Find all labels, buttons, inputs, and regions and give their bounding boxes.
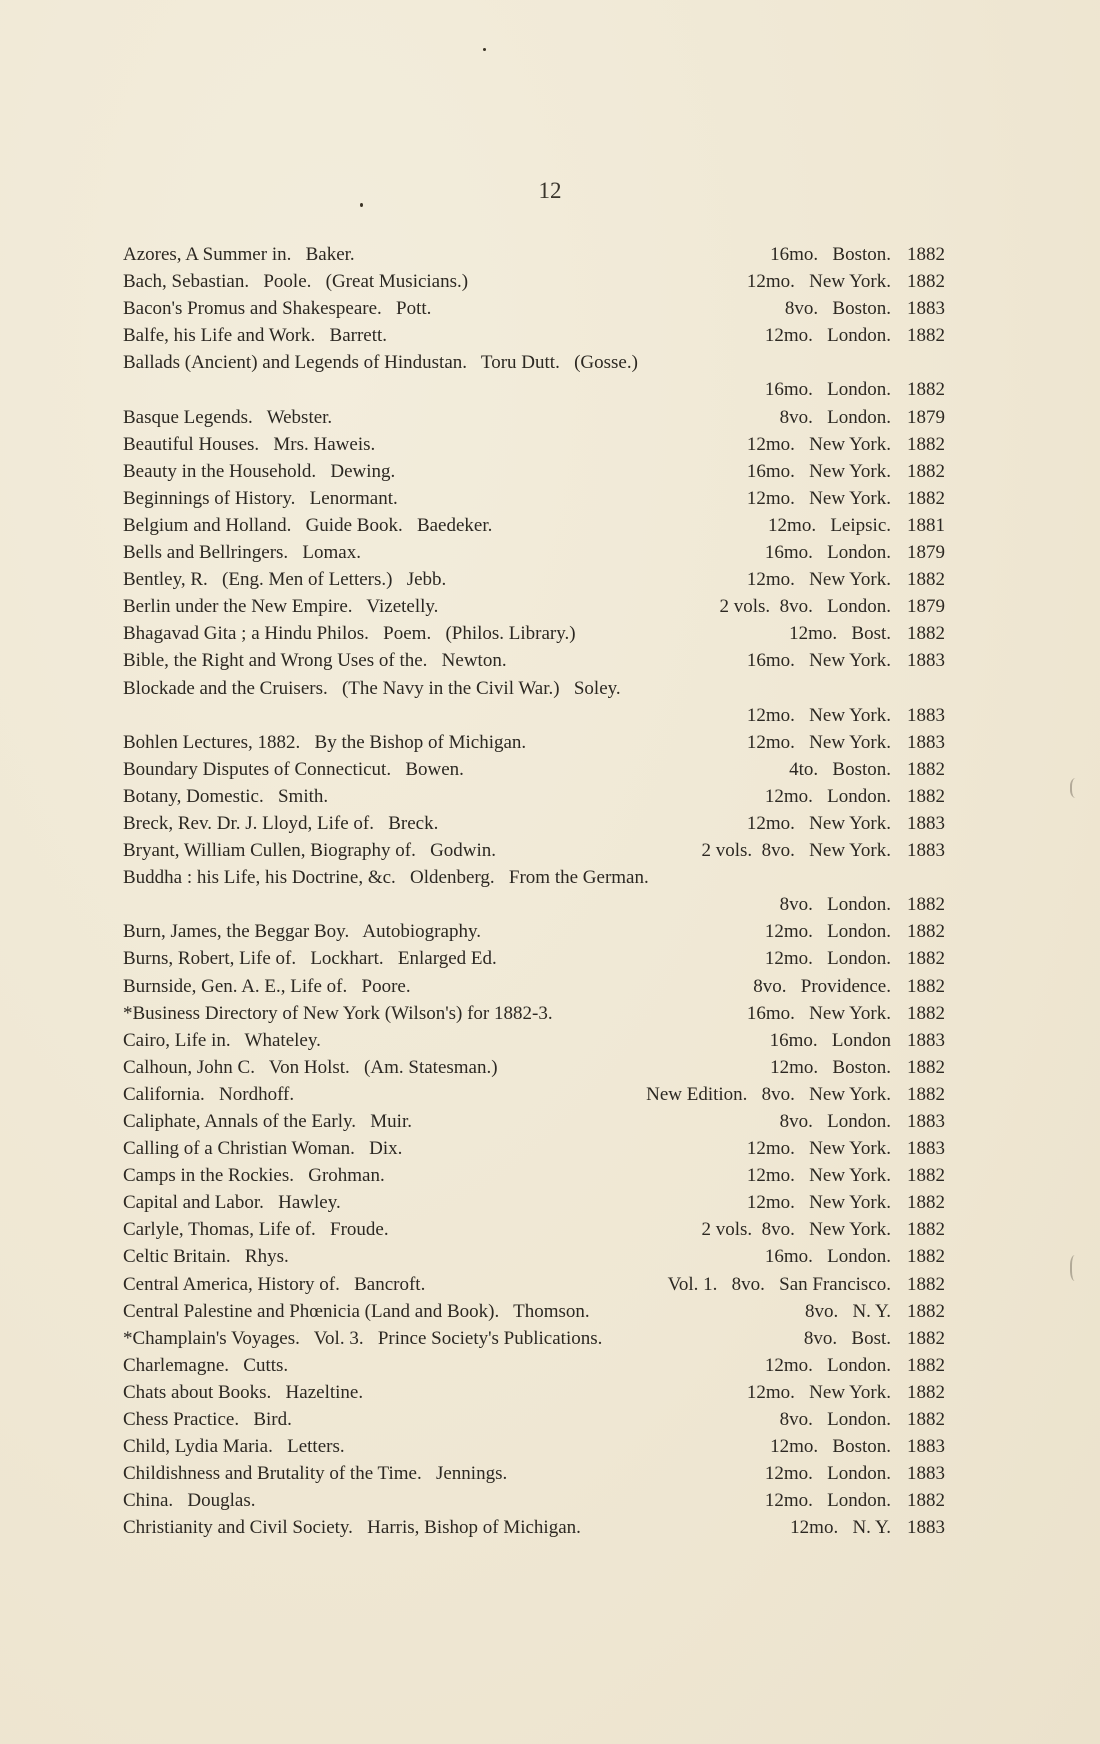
entry-title-author: Charlemagne. Cutts. [123,1354,289,1376]
book-entry [123,945,945,972]
entry-format-place: 12mo. London. [764,1463,891,1485]
entry-year: 1883 [907,1436,945,1458]
book-entry [123,620,945,647]
entry-title-author: China. Douglas. [123,1490,256,1512]
book-entry [123,241,945,268]
entry-format-place: 16mo. New York. [746,650,891,672]
entry-year: 1881 [907,514,945,536]
entry-title-author: Breck, Rev. Dr. J. Lloyd, Life of. Breck. [123,812,439,834]
entry-title-author: Bryant, William Cullen, Biography of. Godwin. [123,840,497,862]
entry-title-author: Carlyle, Thomas, Life of. Froude. [123,1219,389,1241]
book-entry [123,1135,945,1162]
entry-format-place: New Edition. 8vo. New York. [646,1083,891,1105]
paper-tear-mark [1070,778,1084,798]
page-number: 12 [538,178,562,203]
entry-format-place: 12mo. London. [764,785,891,807]
paper-speck [360,203,363,207]
entry-title-author: Buddha : his Life, his Doctrine, &c. Oldenberg. From the German. [123,867,649,889]
entry-title-author: Chats about Books. Hazeltine. [123,1381,364,1403]
entry-year: 1882 [907,975,945,997]
book-entry [123,1514,945,1541]
book-entry [123,756,945,783]
entry-format-place: 12mo. New York. [746,812,891,834]
book-entry [123,783,945,810]
entry-format-place: 12mo. New York. [746,1381,891,1403]
entry-title-author: Belgium and Holland. Guide Book. Baedeker. [123,514,493,536]
entry-year: 1882 [907,271,945,293]
entry-year: 1879 [907,596,945,618]
entry-format-place: 12mo. New York. [746,731,891,753]
entry-year: 1883 [907,704,945,726]
entry-format-place: 12mo. London. [764,948,891,970]
entry-year: 1882 [907,569,945,591]
entry-format-place: 16mo. London [769,1029,891,1051]
book-entry [123,891,945,918]
book-entry [123,1298,945,1325]
entry-format-place: 12mo. New York. [746,1138,891,1160]
entry-format-place: 12mo. London. [764,921,891,943]
entry-year: 1883 [907,1463,945,1485]
book-entry [123,837,945,864]
entry-year: 1883 [907,298,945,320]
entry-title-author: Celtic Britain. Rhys. [123,1246,289,1268]
book-entry [123,729,945,756]
entry-title-author: Calling of a Christian Woman. Dix. [123,1138,403,1160]
entry-format-place: 12mo. New York. [746,1165,891,1187]
entry-format-place: 8vo. London. [779,1111,891,1132]
entry-year: 1882 [907,921,945,943]
entry-title-author: *Champlain's Voyages. Vol. 3. Prince Society's Publications. [123,1327,603,1349]
entry-year [891,864,945,891]
entry-year: 1882 [907,1490,945,1512]
entry-title-author: Central Palestine and Phœnicia (Land and Book). Thomson. [123,1300,590,1322]
entry-format-place: 12mo. N. Y. [790,1517,891,1539]
entry-year: 1883 [907,1029,945,1051]
book-entry [123,1189,945,1216]
entry-year: 1882 [907,623,945,645]
entry-format-place: 12mo. Boston. [770,1436,891,1458]
entry-title-author: Bohlen Lectures, 1882. By the Bishop of Michigan. [123,731,527,753]
book-entry [123,1460,945,1487]
entry-year: 1882 [907,758,945,780]
book-entry [123,1433,945,1460]
entry-year: 1882 [907,1409,945,1431]
entry-year: 1882 [907,1354,945,1376]
entry-format-place: 12mo. London. [764,1354,891,1376]
book-entry [123,1352,945,1379]
book-entry [123,675,945,702]
entry-year: 1883 [907,1111,945,1132]
entry-year: 1882 [907,325,945,347]
book-entry [123,1108,945,1135]
book-entry [123,864,945,891]
entry-year: 1882 [907,1002,945,1024]
entry-title-author: Bach, Sebastian. Poole. (Great Musicians.) [123,271,469,293]
entry-title-author: Central America, History of. Bancroft. [123,1273,426,1295]
entry-title-author: Blockade and the Cruisers. (The Navy in the Civil War.) Soley. [123,677,621,699]
book-entry [123,376,945,403]
book-listing [123,241,945,1542]
entry-format-place: 8vo. N. Y. [804,1300,891,1322]
book-entry [123,702,945,729]
entry-title-author: Chess Practice. Bird. [123,1409,292,1431]
book-entry [123,512,945,539]
entry-year: 1879 [907,406,945,428]
entry-title-author: Azores, A Summer in. Baker. [123,244,355,265]
entry-format-place: 12mo. Boston. [770,1056,891,1078]
entry-format-place: 12mo. New York. [746,704,891,726]
paper-speck [483,48,486,51]
entry-year: 1883 [907,1517,945,1539]
entry-format-place: 2 vols. 8vo. New York. [701,840,891,862]
book-entry [123,485,945,512]
entry-year: 1883 [907,650,945,672]
paper-tear-mark [1070,1255,1082,1281]
entry-format-place: 12mo. London. [764,1490,891,1512]
entry-format-place: 8vo. London. [779,1409,891,1431]
book-entry [123,973,945,1000]
entry-title-author: Bible, the Right and Wrong Uses of the. Newton. [123,650,507,672]
book-entry [123,1216,945,1243]
book-entry [123,295,945,322]
entry-format-place: 12mo. London. [764,325,891,347]
entry-title-author: Burns, Robert, Life of. Lockhart. Enlarged Ed. [123,948,497,970]
book-entry [123,404,945,431]
entry-year: 1883 [907,731,945,753]
entry-year [891,349,945,376]
entry-title-author: Bhagavad Gita ; a Hindu Philos. Poem. (Philos. Library.) [123,623,576,645]
entry-format-place: 2 vols. 8vo. New York. [701,1219,891,1241]
entry-year: 1882 [907,1219,945,1241]
entry-title-author: Ballads (Ancient) and Legends of Hindustan. Toru Dutt. (Gosse.) [123,352,638,374]
entry-title-author: *Business Directory of New York (Wilson's) for 1882-3. [123,1002,553,1024]
entry-format-place: 8vo. Bost. [803,1327,891,1349]
entry-year: 1883 [907,840,945,862]
entry-year: 1882 [907,379,945,401]
entry-title-author: Burn, James, the Beggar Boy. Autobiography. [123,921,481,943]
entry-title-author: Child, Lydia Maria. Letters. [123,1436,345,1458]
entry-title-author: Christianity and Civil Society. Harris, Bishop of Michigan. [123,1517,581,1539]
entry-format-place: 8vo. London. [779,894,891,916]
book-entry [123,1271,945,1298]
entry-title-author: Beginnings of History. Lenormant. [123,487,398,509]
book-entry [123,566,945,593]
book-entry [123,268,945,295]
entry-format-place: 16mo. London. [764,1246,891,1268]
entry-year: 1882 [907,487,945,509]
book-entry [123,1162,945,1189]
book-entry [123,593,945,620]
entry-title-author: Capital and Labor. Hawley. [123,1192,341,1214]
book-entry [123,1379,945,1406]
entry-year: 1882 [907,433,945,455]
entry-title-author: Bells and Bellringers. Lomax. [123,542,361,564]
entry-title-author: Berlin under the New Empire. Vizetelly. [123,596,439,618]
entry-format-place: 8vo. London. [779,406,891,428]
entry-format-place: 12mo. Leipsic. [768,514,891,536]
book-entry [123,1081,945,1108]
entry-format-place: 16mo. London. [764,542,891,564]
entry-format-place: 16mo. Boston. [770,244,891,265]
book-entry [123,1406,945,1433]
book-entry [123,647,945,674]
entry-year: 1882 [907,1192,945,1214]
entry-year: 1883 [907,812,945,834]
entry-format-place: 2 vols. 8vo. London. [719,596,891,618]
entry-title-author: Burnside, Gen. A. E., Life of. Poore. [123,975,411,997]
entry-title-author: Boundary Disputes of Connecticut. Bowen. [123,758,464,780]
entry-format-place: 16mo. London. [764,379,891,401]
book-entry [123,1027,945,1054]
book-entry [123,1054,945,1081]
entry-title-author: Beauty in the Household. Dewing. [123,460,396,482]
entry-format-place: 12mo. Bost. [789,623,891,645]
entry-title-author: Childishness and Brutality of the Time. Jennings. [123,1463,508,1485]
entry-year: 1882 [907,1273,945,1295]
book-entry [123,539,945,566]
entry-year: 1882 [907,1327,945,1349]
entry-title-author: Camps in the Rockies. Grohman. [123,1165,385,1187]
entry-year: 1882 [907,1083,945,1105]
entry-year: 1882 [907,1381,945,1403]
entry-title-author: Bentley, R. (Eng. Men of Letters.) Jebb. [123,569,447,591]
book-entry [123,918,945,945]
entry-title-author: Beautiful Houses. Mrs. Haweis. [123,433,376,455]
entry-format-place: 16mo. New York. [746,460,891,482]
entry-year: 1882 [907,1246,945,1268]
entry-year: 1882 [907,1300,945,1322]
entry-year: 1882 [907,1165,945,1187]
entry-title-author: Basque Legends. Webster. [123,406,333,428]
entry-year: 1882 [907,948,945,970]
entry-year: 1882 [907,785,945,807]
entry-format-place: 8vo. Boston. [784,298,891,320]
entry-year: 1882 [907,1056,945,1078]
entry-year: 1879 [907,542,945,564]
entry-title-author: Botany, Domestic. Smith. [123,785,329,807]
entry-year [891,675,945,702]
entry-format-place: 12mo. New York. [746,1192,891,1214]
book-entry [123,458,945,485]
entry-title-author: Bacon's Promus and Shakespeare. Pott. [123,298,432,320]
entry-format-place: 4to. Boston. [789,758,891,780]
entry-format-place: 12mo. New York. [746,569,891,591]
book-entry [123,322,945,349]
entry-year: 1882 [907,244,945,265]
entry-title-author: Calhoun, John C. Von Holst. (Am. Statesman.) [123,1056,498,1078]
entry-format-place: 12mo. New York. [746,487,891,509]
entry-title-author: Caliphate, Annals of the Early. Muir. [123,1111,412,1132]
entry-format-place: 12mo. New York. [746,433,891,455]
entry-format-place [649,864,891,891]
book-entry [123,1243,945,1270]
book-entry [123,810,945,837]
book-entry [123,431,945,458]
book-entry [123,1325,945,1352]
entry-format-place: 8vo. Providence. [753,975,891,997]
entry-title-author: Balfe, his Life and Work. Barrett. [123,325,388,347]
entry-year: 1883 [907,1138,945,1160]
entry-title-author: California. Nordhoff. [123,1083,295,1105]
book-entry [123,349,945,376]
entry-format-place [638,349,891,376]
entry-format-place [621,675,891,702]
entry-year: 1882 [907,894,945,916]
entry-title-author: Cairo, Life in. Whateley. [123,1029,321,1051]
entry-format-place: 16mo. New York. [746,1002,891,1024]
entry-format-place: Vol. 1. 8vo. San Francisco. [667,1273,891,1295]
book-entry [123,1000,945,1027]
book-entry [123,1487,945,1514]
entry-format-place: 12mo. New York. [746,271,891,293]
entry-year: 1882 [907,460,945,482]
